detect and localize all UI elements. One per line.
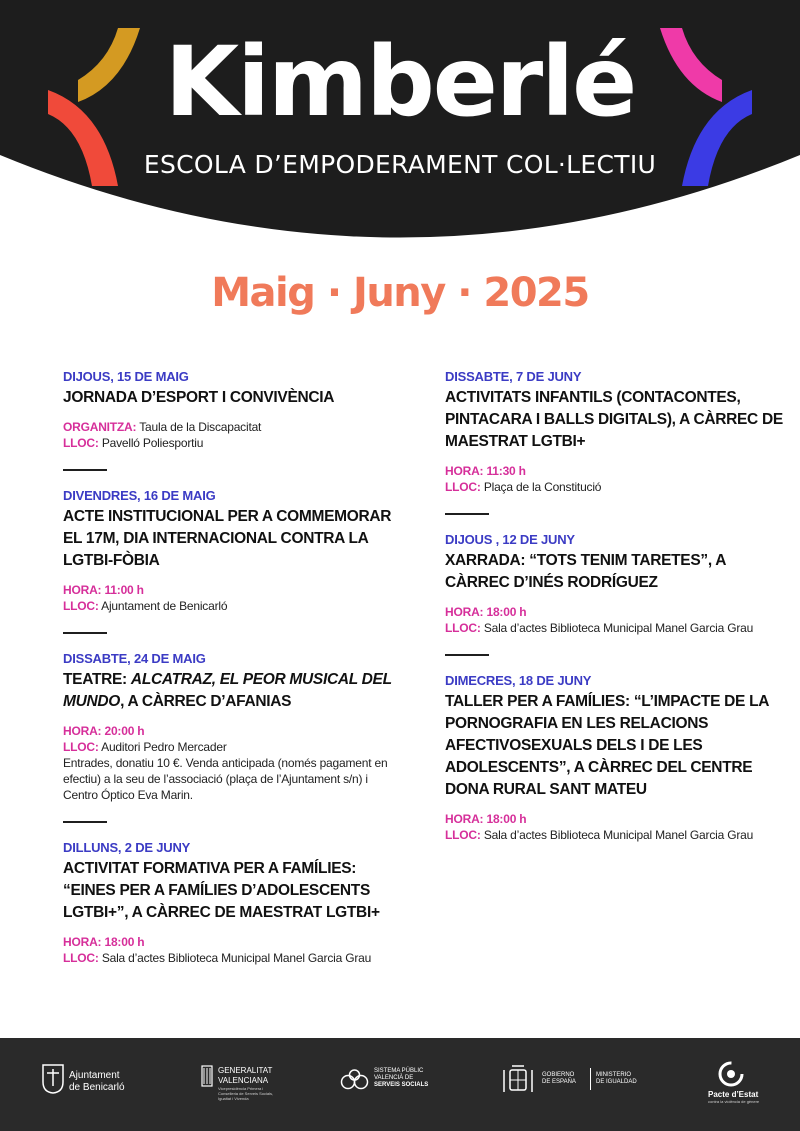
event-date: DIJOUS , 12 DE JUNY [445, 532, 575, 547]
sistema-line1: SISTEMA PÚBLIC [374, 1068, 424, 1074]
event-date: DIVENDRES, 16 DE MAIG [63, 488, 216, 503]
event-title-prefix: TEATRE: [63, 671, 131, 688]
hora-value: 11:00 h [104, 583, 144, 597]
generalitat-small-2: Conselleria de Serveis Socials, [218, 1091, 274, 1096]
divider [445, 654, 489, 656]
event-title: JORNADA D’ESPORT I CONVIVÈNCIA [63, 389, 335, 406]
organitza-label: ORGANITZA: [63, 420, 137, 434]
hora-label: HORA: [63, 724, 102, 738]
spain-coat-of-arms-icon [500, 1062, 536, 1096]
hora-label: HORA: [445, 812, 484, 826]
lloc-value: Auditori Pedro Mercader [101, 740, 227, 754]
hora-label: HORA: [63, 583, 102, 597]
benicarlo-shield-icon [42, 1064, 64, 1094]
generalitat-line1: GENERALITAT [218, 1066, 273, 1075]
event-title: ACTIVITATS INFANTILS (CONTACONTES, PINTACARA I BALLS DIGITALS), A CÀRREC DE MAESTRAT LGTBI+ [445, 389, 783, 450]
lloc-value: Sala d’actes Biblioteca Municipal Manel Garcia Grau [101, 951, 372, 965]
event-7-juny [445, 368, 785, 495]
divider [445, 513, 489, 515]
gobierno-line2: DE ESPAÑA [542, 1079, 576, 1085]
divider [63, 632, 107, 634]
sistema-line2: VALENCIÀ DE [374, 1075, 414, 1081]
event-title: ACTIVITAT FORMATIVA PER A FAMÍLIES: “EINES PER A FAMÍLIES D’ADOLESCENTS LGTBI+”, A CÀRREC DE MAESTRAT LGTBI+ [63, 860, 380, 921]
divider [63, 821, 107, 823]
hora-label: HORA: [445, 464, 484, 478]
event-title [63, 669, 403, 713]
event-note: Entrades, donatiu 10 €. Venda anticipada (només pagament en efectiu) a la seu de l’associació (plaça de l’Ajuntament s/n) i Centro Óptico Eva Marin. [63, 756, 388, 802]
lloc-label: LLOC: [63, 599, 99, 613]
hora-value: 20:00 h [104, 724, 145, 738]
brand-title: Kimberlé [164, 26, 636, 138]
event-title: ACTE INSTITUCIONAL PER A COMMEMORAR EL 17M, DIA INTERNACIONAL CONTRA LA LGTBI-FÒBIA [63, 508, 392, 569]
lloc-value: Sala d’actes Biblioteca Municipal Manel Garcia Grau [483, 828, 754, 842]
event-15-maig [63, 368, 403, 451]
lloc-label: LLOC: [63, 740, 99, 754]
events-right-column [445, 368, 785, 843]
lloc-label: LLOC: [63, 951, 99, 965]
event-title: TALLER PER A FAMÍLIES: “L’IMPACTE DE LA PORNOGRAFIA EN LES RELACIONS AFECTIVOSEXUALS DELS I DE LES ADOLESCENTS”, A CÀRREC DEL CENTRE DONA RURAL SANT MATEU [445, 693, 769, 798]
lloc-label: LLOC: [63, 436, 99, 450]
footer-logos [0, 1038, 800, 1131]
pacte-small: contra la violència de gènere [708, 1099, 760, 1104]
brand-subtitle: ESCOLA D’EMPODERAMENT COL·LECTIU [143, 150, 657, 179]
logo-separator [590, 1068, 591, 1090]
event-date: DILLUNS, 2 DE JUNY [63, 840, 191, 855]
event-date: DISSABTE, 24 DE MAIG [63, 651, 206, 666]
pacte-estat-circle-icon [716, 1060, 746, 1088]
gobierno-line1: GOBIERNO [542, 1072, 575, 1078]
event-12-juny [445, 531, 785, 636]
generalitat-small-3: Igualtat i Vivenda [218, 1096, 249, 1101]
lloc-label: LLOC: [445, 480, 481, 494]
sistema-public-circles-icon [340, 1068, 370, 1092]
lloc-label: LLOC: [445, 621, 481, 635]
ministerio-line1: MINISTERIO [596, 1072, 632, 1078]
event-title-italic: ALCATRAZ, EL PEOR MUSICAL DEL MUNDO [63, 671, 392, 710]
event-date: DIMECRES, 18 DE JUNY [445, 673, 592, 688]
lloc-value: Ajuntament de Benicarló [101, 599, 228, 613]
lloc-label: LLOC: [445, 828, 481, 842]
hora-label: HORA: [445, 605, 484, 619]
event-title-suffix: , A CÀRREC D’AFANIAS [120, 693, 292, 710]
generalitat-emblem-icon [200, 1064, 214, 1094]
event-18-juny [445, 672, 785, 843]
divider [63, 469, 107, 471]
event-date: DISSABTE, 7 DE JUNY [445, 369, 582, 384]
lloc-value: Sala d’actes Biblioteca Municipal Manel Garcia Grau [483, 621, 754, 635]
event-2-juny [63, 839, 403, 966]
lloc-value: Plaça de la Constitució [483, 480, 602, 494]
pacte-label: Pacte d’Estat [708, 1090, 759, 1099]
generalitat-small-1: Vicepresidència Primera i [218, 1086, 264, 1091]
ajuntament-line2: de Benicarló [69, 1082, 125, 1093]
event-24-maig [63, 650, 403, 803]
ministerio-line2: DE IGUALDAD [596, 1079, 637, 1085]
event-title: XARRADA: “TOTS TENIM TARETES”, A CÀRREC D’INÉS RODRÍGUEZ [445, 552, 726, 591]
hora-value: 11:30 h [486, 464, 526, 478]
hora-label: HORA: [63, 935, 102, 949]
sistema-line3: SERVEIS SOCIALS [374, 1082, 429, 1088]
generalitat-line2: VALENCIANA [218, 1076, 269, 1085]
hora-value: 18:00 h [104, 935, 145, 949]
events-left-column [63, 368, 403, 966]
organitza-value: Taula de la Discapacitat [139, 420, 262, 434]
header [0, 0, 800, 270]
lloc-value: Pavelló Poliesportiu [101, 436, 204, 450]
hora-value: 18:00 h [486, 605, 527, 619]
ajuntament-line1: Ajuntament [69, 1070, 120, 1081]
event-date: DIJOUS, 15 DE MAIG [63, 369, 189, 384]
dates-heading: Maig · Juny · 2025 [211, 270, 589, 316]
hora-value: 18:00 h [486, 812, 527, 826]
event-16-maig [63, 487, 403, 614]
